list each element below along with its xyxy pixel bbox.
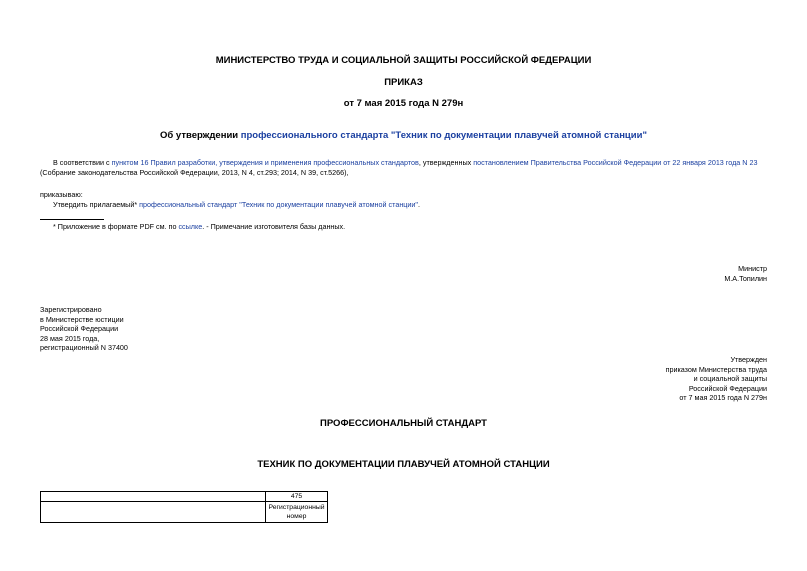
order-command: приказываю: (40, 190, 83, 199)
preamble-line-1 (53, 158, 783, 168)
order-date-number: от 7 мая 2015 года N 279н (343, 98, 464, 109)
government-decree-link[interactable]: постановлением Правительства Российской Федерации от 22 января 2013 года N 23 (473, 158, 758, 167)
approved-line: Утвержден (730, 355, 767, 364)
standard-link[interactable]: профессиональный стандарт "Техник по документации плавучей атомной станции" (139, 200, 418, 209)
approve-text: Утвердить прилагаемый* (53, 200, 140, 209)
order-title-prefix: Об утверждении (160, 130, 241, 141)
preamble-text-2: , утвержденных (418, 158, 474, 167)
standard-name: ТЕХНИК ПО ДОКУМЕНТАЦИИ ПЛАВУЧЕЙ АТОМНОЙ СТАНЦИИ (257, 459, 550, 470)
approve-paragraph (53, 200, 420, 210)
registration-label-line-1: Регистрационный (268, 504, 325, 511)
registration-line: Российской Федерации (40, 324, 119, 333)
table-cell-empty (41, 492, 266, 502)
preamble-text-1: В соответствии с (53, 158, 112, 167)
signature-position: Министр (738, 264, 767, 273)
order-title (0, 130, 807, 141)
order-title-link[interactable]: профессионального стандарта "Техник по документации плавучей атомной станции" (240, 130, 647, 141)
table-cell-empty (41, 502, 266, 523)
registration-line: 28 мая 2015 года, (40, 333, 100, 343)
ministry-heading: МИНИСТЕРСТВО ТРУДА И СОЦИАЛЬНОЙ ЗАЩИТЫ РОССИЙСКОЙ ФЕДЕРАЦИИ (215, 55, 592, 66)
signature-name: М.А.Топилин (724, 273, 767, 283)
registration-number-value: 475 (266, 492, 328, 502)
approved-line: Российской Федерации (688, 383, 767, 393)
rules-link[interactable]: пунктом 16 Правил разработки, утверждения и применения профессиональных стандартов (111, 158, 419, 167)
footnote-text-2: . - Примечание изготовителя базы данных. (202, 222, 346, 231)
footnote-divider (40, 219, 104, 220)
pdf-link[interactable]: ссылке (178, 222, 203, 231)
registration-line: в Министерстве юстиции (40, 314, 124, 324)
registration-label-line-2: номер (286, 513, 307, 520)
table-row (41, 492, 328, 502)
approved-line: приказом Министерства труда (665, 364, 767, 374)
approved-line: от 7 мая 2015 года N 279н (679, 393, 767, 402)
footnote-text-1: * Приложение в формате PDF см. по (53, 222, 179, 231)
standard-heading: ПРОФЕССИОНАЛЬНЫЙ СТАНДАРТ (320, 418, 487, 429)
registration-block (40, 305, 128, 353)
approve-end: . (417, 200, 420, 209)
table-row (41, 502, 328, 523)
footnote (53, 222, 345, 232)
preamble-line-2: (Собрание законодательства Российской Федерации, 2013, N 4, ст.293; 2014, N 39, ст.5266), (40, 168, 349, 177)
approved-block (666, 355, 767, 403)
registration-line: Зарегистрировано (40, 305, 102, 314)
signature-block (724, 264, 767, 283)
registration-number-label (266, 502, 328, 523)
registration-line: регистрационный N 37400 (40, 343, 128, 352)
approved-line: и социальной защиты (693, 374, 767, 383)
doc-type-heading: ПРИКАЗ (384, 77, 423, 88)
registration-number-table (40, 491, 328, 523)
